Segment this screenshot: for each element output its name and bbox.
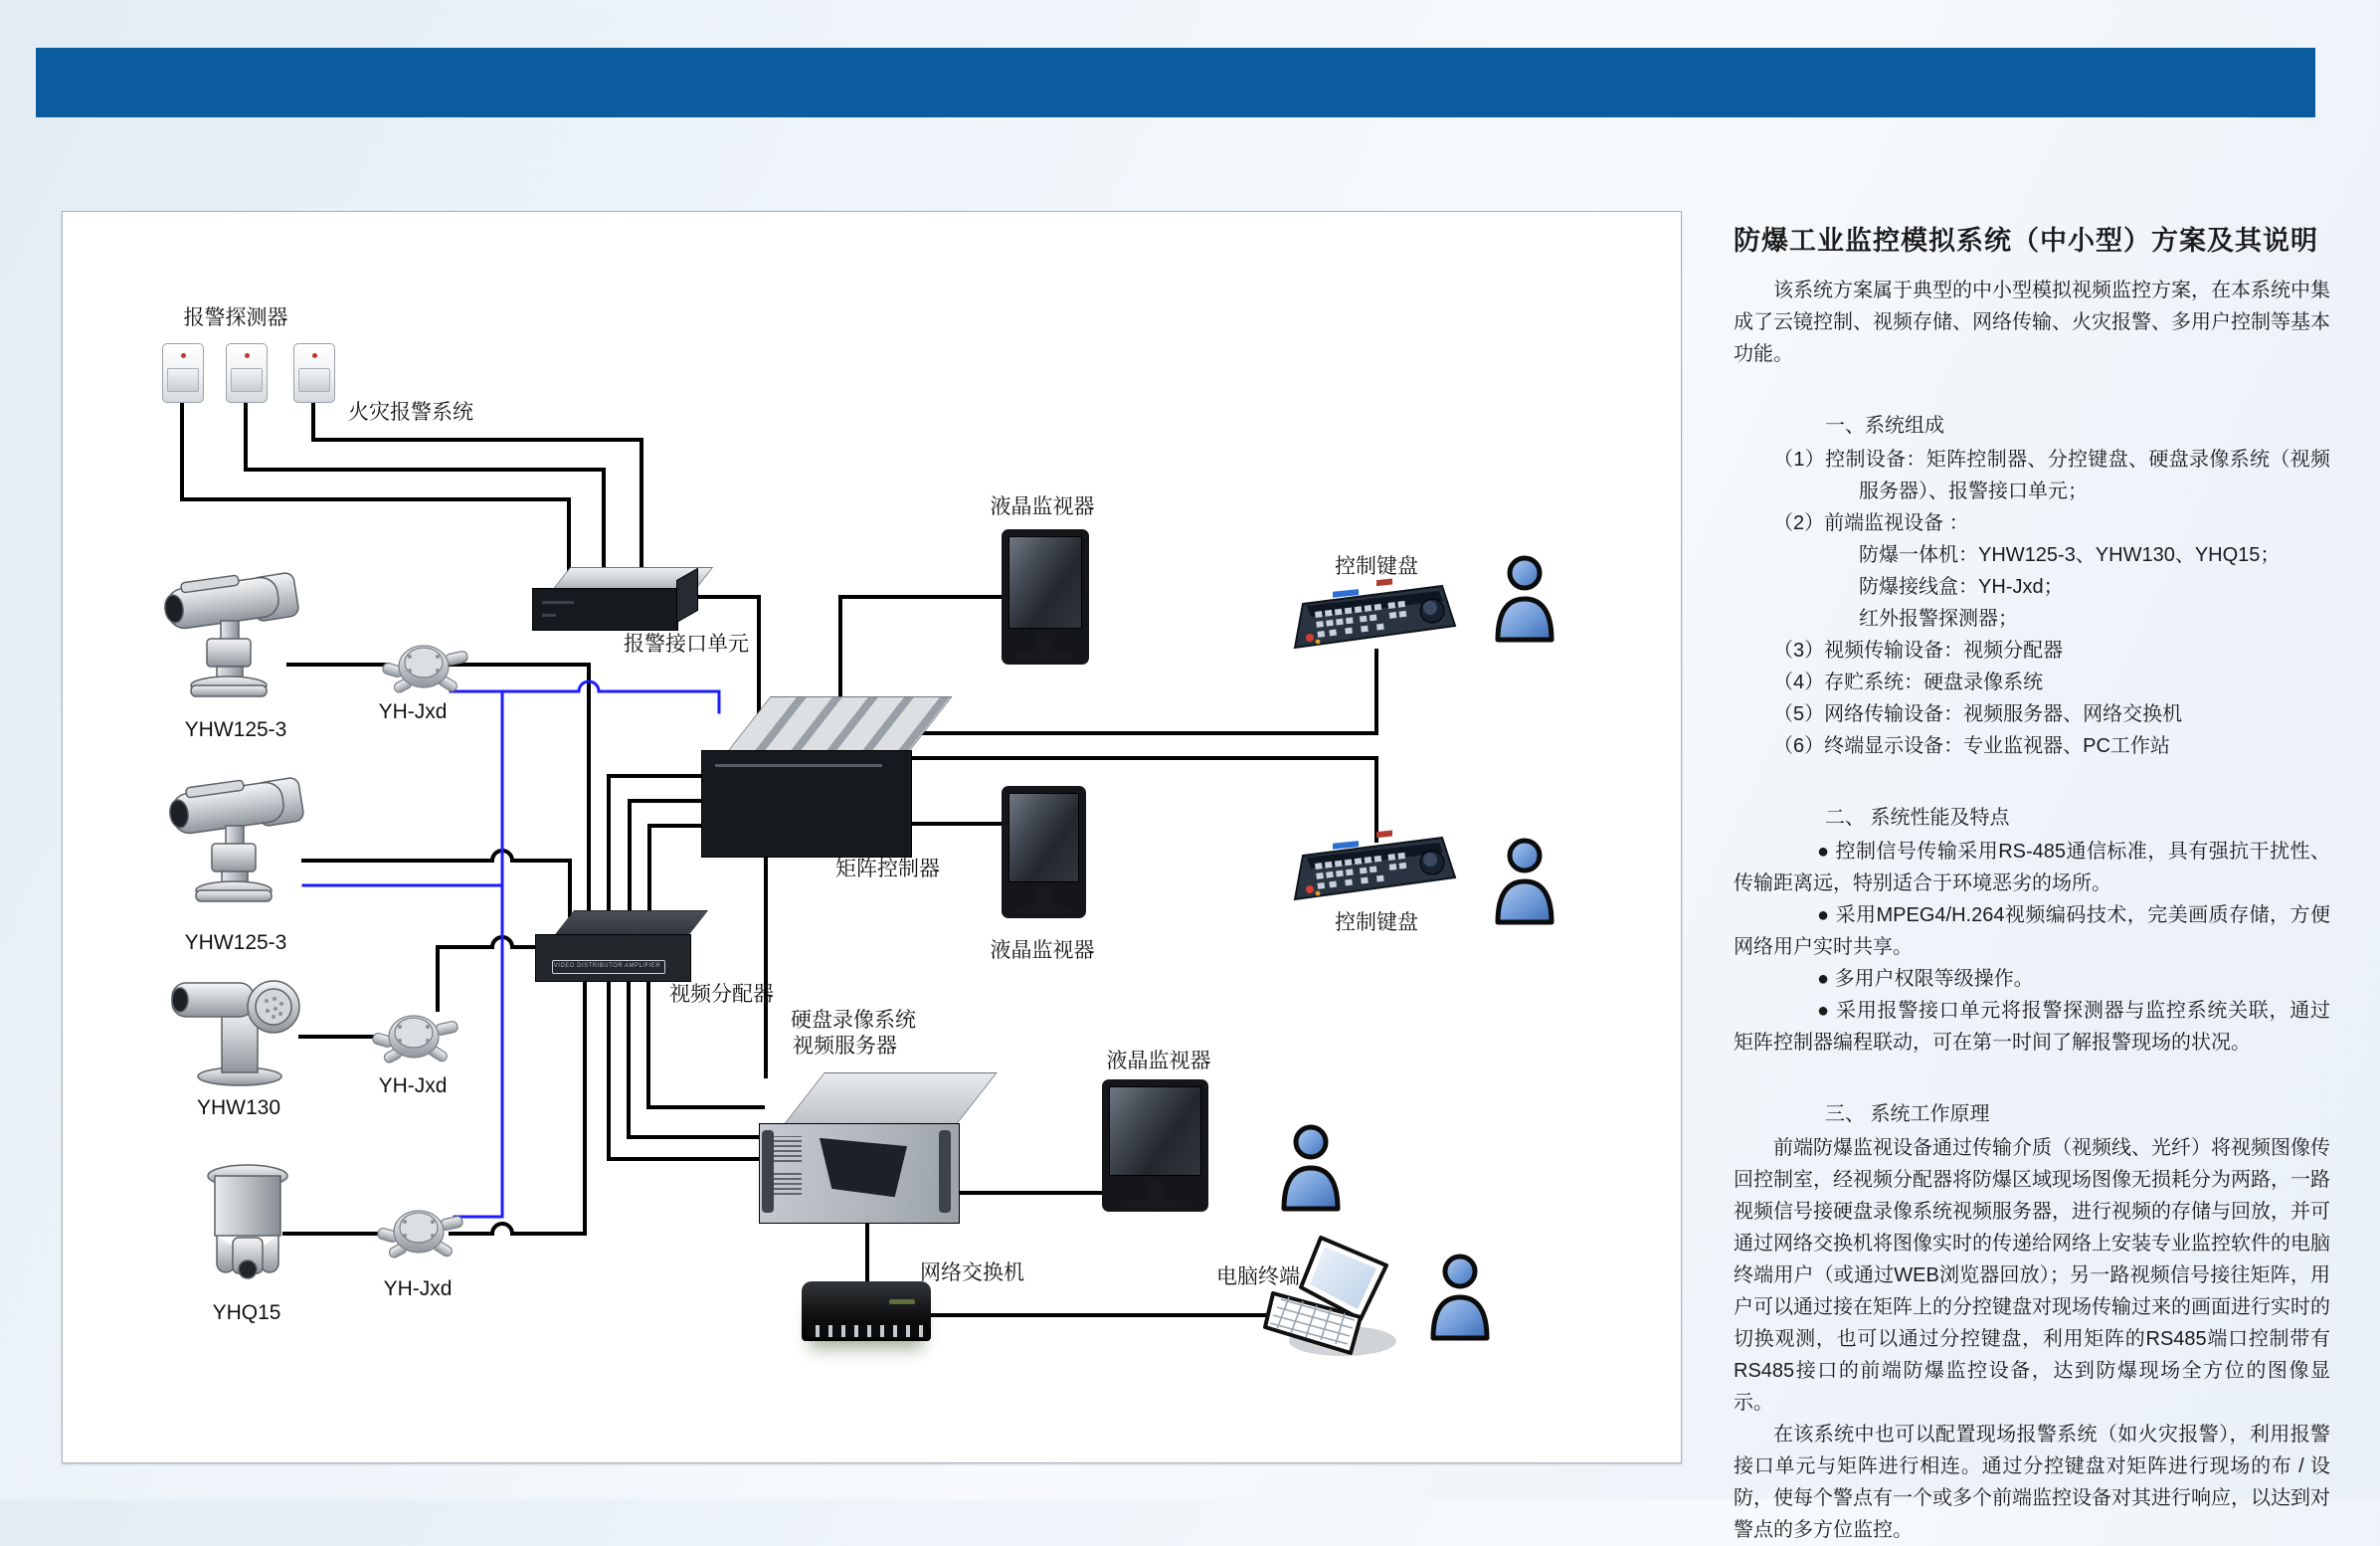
operator-icon	[1490, 553, 1559, 643]
label-matrix-controller: 矩阵控制器	[835, 858, 940, 880]
label-dvr-line2: 视频服务器	[793, 1035, 897, 1058]
label-keyboard-2: 控制键盘	[1335, 911, 1418, 934]
alarm-detector-icon	[293, 343, 335, 403]
section1-item: （6）终端显示设备：专业监视器、PC工作站	[1773, 735, 2170, 757]
label-alarm-detector: 报警探测器	[183, 306, 288, 329]
section1-subitem: 防爆接线盒：YH-Jxd；	[1859, 576, 2064, 598]
label-keyboard-1: 控制键盘	[1335, 555, 1418, 578]
ir-camera-icon	[164, 967, 315, 1088]
laptop-icon	[1265, 1236, 1404, 1365]
junction-box-icon	[376, 1007, 456, 1068]
label-junction-1: YH-Jxd	[378, 700, 448, 723]
lcd-monitor-icon	[1102, 1079, 1208, 1212]
operator-icon	[1276, 1122, 1346, 1212]
section1-item: （5）网络传输设备：视频服务器、网络交换机	[1773, 703, 2183, 725]
label-dvr-line1: 硬盘录像系统	[791, 1009, 916, 1032]
label-camera-yhq15: YHQ15	[212, 1301, 281, 1324]
alarm-detector-icon	[226, 343, 268, 403]
section3-heading: 三、 系统工作原理	[1825, 1103, 1990, 1125]
section2-bullet: ● 采用报警接口单元将报警探测器与监控系统关联，通过矩阵控制器编程联动，可在第一时间了解报警现场的状况。	[1734, 1000, 2330, 1054]
lcd-monitor-icon	[1002, 786, 1086, 918]
matrix-controller-icon	[701, 696, 910, 856]
intro-paragraph: 该系统方案属于典型的中小型模拟视频监控方案，在本系统中集成了云镜控制、视频存储、网络传输、火灾报警、多用户控制等基本功能。	[1734, 280, 2330, 365]
section2-bullet: ● 采用MPEG4/H.264视频编码技术，完美画质存储，方便网络用户实时共享。	[1734, 904, 2330, 958]
page-title: 防爆工业监控模拟系统（中小型）方案及其说明	[1734, 226, 2318, 256]
label-pc-terminal: 电脑终端	[1216, 1265, 1300, 1288]
operator-icon	[1490, 836, 1559, 925]
fixed-camera-icon	[202, 1160, 293, 1291]
section3-paragraph: 在该系统中也可以配置现场报警系统（如火灾报警），利用报警接口单元与矩阵进行相连。通过分控键盘对矩阵进行现场的布 / 设防，使每个警点有一个或多个前端监控设备对其进行响应，以达到对警点的多方位监控。	[1734, 1424, 2330, 1541]
label-fire-alarm: 火灾报警系统	[348, 401, 473, 424]
section2-heading: 二、 系统性能及特点	[1825, 807, 2010, 829]
label-camera-yhw125-2: YHW125-3	[184, 931, 287, 954]
alarm-interface-unit-icon	[532, 567, 696, 629]
alarm-detector-icon	[162, 343, 204, 403]
label-network-switch: 网络交换机	[920, 1261, 1024, 1284]
label-junction-3: YH-Jxd	[383, 1277, 453, 1300]
dvr-server-icon	[759, 1072, 958, 1222]
label-monitor-2: 液晶监视器	[990, 939, 1095, 962]
section1-item: （1）控制设备：矩阵控制器、分控键盘、硬盘录像系统（视频服务器）、报警接口单元；	[1773, 449, 2330, 502]
label-camera-yhw125-1: YHW125-3	[184, 718, 287, 741]
control-keyboard-icon	[1293, 582, 1457, 652]
section1-subitem: 防爆一体机：YHW125-3、YHW130、YHQ15；	[1859, 544, 2281, 566]
junction-box-icon	[381, 1202, 460, 1263]
distributor-strip-text: VIDEO DISTRIBUTOR AMPLIFIER	[552, 960, 666, 974]
section3-paragraph: 前端防爆监视设备通过传输介质（视频线、光纤）将视频图像传回控制室，经视频分配器将防爆区域现场图像无损耗分为两路，一路视频信号接硬盘录像系统视频服务器，进行视频的存储与回放，并可通过网络交换机将图像实时的传递给网络上安装专业监控软件的电脑终端用户（或通过WEB浏览器回放）；另一路视频信号接往矩阵，用户可以通过接在矩阵上的分控键盘对现场传输过来的画面进行实时的切换观测，也可以通过分控键盘，利用矩阵的RS485端口控制带有RS485接口的前端防爆监控设备，达到防爆现场全方位的图像显示。	[1734, 1137, 2330, 1414]
label-monitor-3: 液晶监视器	[1106, 1050, 1211, 1072]
junction-box-icon	[386, 637, 465, 698]
network-switch-icon	[802, 1281, 931, 1341]
section2-bullet: ● 多用户权限等级操作。	[1817, 968, 2034, 990]
section1-item: （2）前端监视设备 ：	[1773, 512, 1969, 534]
label-monitor-1: 液晶监视器	[990, 495, 1095, 518]
label-camera-yhw130: YHW130	[196, 1096, 281, 1119]
section1-item: （4）存贮系统：硬盘录像系统	[1773, 672, 2044, 693]
section2-bullet: ● 控制信号传输采用RS-485通信标准，具有强抗干扰性、传输距离远，特别适合于环境恶劣的场所。	[1734, 841, 2330, 894]
label-video-distributor: 视频分配器	[669, 983, 774, 1006]
operator-icon	[1425, 1252, 1495, 1341]
section1-subitem: 红外报警探测器；	[1859, 608, 2018, 630]
ptz-camera-icon	[162, 774, 319, 915]
control-keyboard-icon	[1293, 834, 1457, 903]
label-junction-2: YH-Jxd	[378, 1074, 448, 1097]
lcd-monitor-icon	[1002, 529, 1089, 665]
video-distributor-icon	[535, 910, 689, 980]
label-alarm-interface-unit: 报警接口单元	[624, 633, 749, 656]
section1-heading: 一、系统组成	[1825, 415, 1944, 437]
section1-item: （3）视频传输设备：视频分配器	[1773, 640, 2064, 662]
ptz-camera-icon	[157, 569, 314, 710]
